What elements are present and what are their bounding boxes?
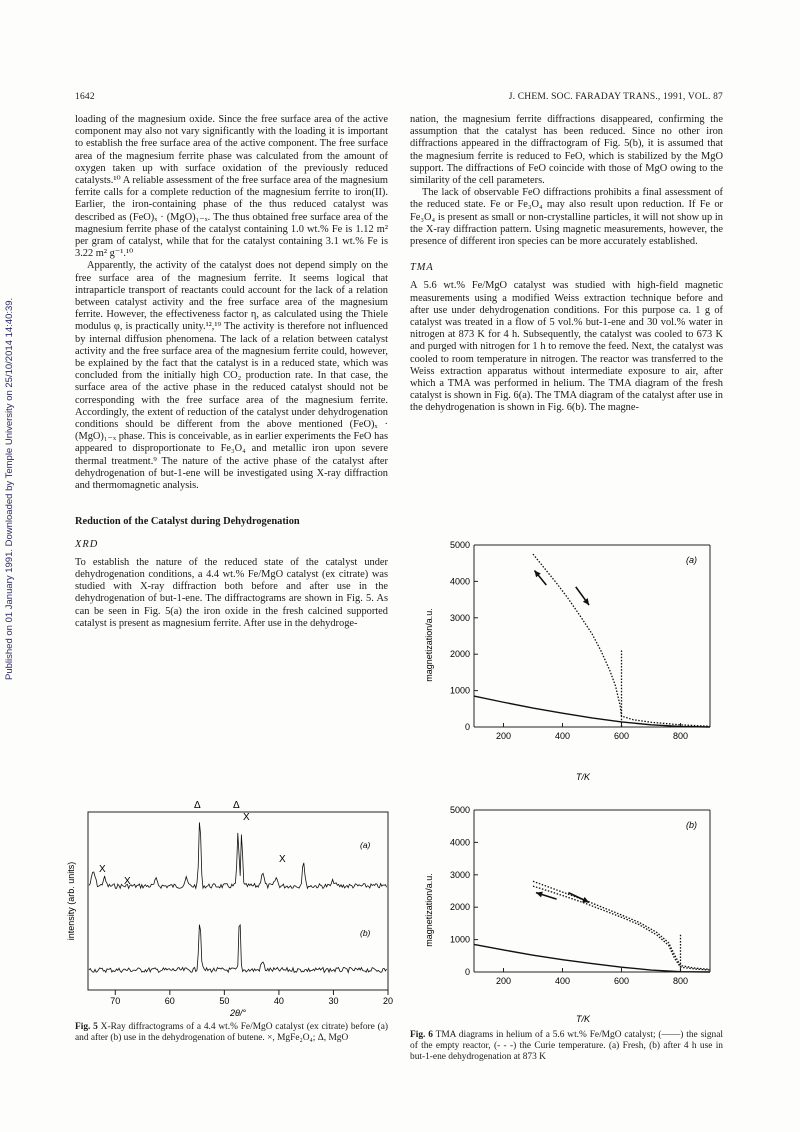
download-notice: Published on 01 January 1991. Downloaded by Temple University on 25/10/2014 14:40:39. [4,297,15,680]
right-column [410,114,723,415]
empty-reactor-line [474,696,710,727]
x-axis-label: T/K [575,772,591,782]
tma-chart-used [410,800,730,1025]
x-tick-label: 600 [613,731,630,741]
marker-delta: Δ [233,800,240,811]
x-axis-label: T/K [575,1014,591,1024]
trace-label-a: (a) [360,840,371,850]
y-axis-label: magnetization/a.u. [424,608,434,682]
download-watermark [4,180,16,680]
x-ticks [110,990,393,1006]
y-tick-label: 2000 [449,902,470,913]
x-tick-label: 400 [554,731,571,741]
y-tick-label: 1000 [449,934,470,945]
y-tick-label: 1000 [449,685,470,696]
marker-x: X [243,812,250,823]
marker-x: X [279,854,286,865]
caption-text: TMA diagrams in helium of a 5.6 wt.% Fe/MgO catalyst; (——) the signal of the empty reactor, (- - -) the Curie temperature. (a) Fresh, (b) after 4 h use in but-1-ene dehydrogenation at 873 K [410,1030,723,1062]
x-tick-label: 800 [672,976,689,986]
section-heading: Reduction of the Catalyst during Dehydrogenation [75,516,300,528]
y-tick-label: 2000 [449,649,470,660]
paragraph: Apparently, the activity of the catalyst does not depend simply on the free surface area of the magnesium ferrite. It seems logical that intraparticle transport of reactants could account for the lack of a relation between catalyst activity and the free surface area of the magnesium ferrite. However, the effectiveness factor η, as calculated using the Thiele modulus φ, is practically unity.¹²,¹⁹ The activity is therefore not influenced by internal diffusion phenomena. The lack of a relation between catalyst activity and the free surface area of the magnesium ferrite could, however, be explained by the fact that the catalyst is in a reduced state, which was concluded from the initially high CO₂ production rate. In that case, the surface area of the active phase in the reduced catalyst should not be corresponding with the free surface area of the magnesium ferrite. Accordingly, the extent of reduction of the catalyst under dehydrogenation conditions should be different from the above mentioned (FeO)ₓ · (MgO)₁₋ₓ phase. This is conceivable, as in earlier experiments the FeO has appeared to disproportionate to Fe₃O₄ and metallic iron upon severe thermal treatment.⁹ The nature of the active phase of the catalyst after dehydrogenation of but-1-ene will be investigated using X-ray diffraction and thermomagnetic analysis. [75,260,388,492]
diffractogram-b [89,925,387,973]
y-tick-label: 0 [464,967,470,977]
x-tick-label: 70 [110,996,121,1006]
panel-label: (b) [686,820,697,830]
caption-label: Fig. 6 [410,1030,433,1040]
caption-text: X-Ray diffractograms of a 4.4 wt.% Fe/MgO catalyst (ex citrate) before (a) and after (b) use in the dehydrogenation of butene. ×, MgFe₂O₄; Δ, MgO [75,1022,388,1043]
magnetization-curve [533,881,710,969]
magnetization-curve [533,886,710,970]
x-tick-label: 40 [273,996,284,1006]
x-tick-label: 200 [495,976,512,986]
marker-x: X [99,864,106,875]
panel-label: (a) [686,555,697,565]
arrow-head [536,892,543,898]
y-tick-label: 3000 [449,869,470,880]
x-tick-label: 30 [328,996,339,1006]
marker-delta: Δ [194,800,201,811]
figure-6b [410,800,730,1025]
x-axis-label: 2θ/° [230,1008,246,1018]
figure-5 [60,790,395,1020]
x-tick-label: 50 [219,996,230,1006]
y-tick-label: 5000 [449,540,470,550]
y-tick-label: 4000 [449,837,470,848]
figure-5-caption [75,1022,388,1044]
paragraph: To establish the nature of the reduced state of the catalyst under dehydrogenation conditions, a 4.4 wt.% Fe/MgO catalyst (ex citrate) was studied with X-ray diffraction both before and after use in the dehydrogenation of but-1-ene. The diffractograms are shown in Fig. 5. As can be seen in Fig. 5(a) the iron oxide in the fresh calcined supported catalyst is present as magnesium ferrite. After use in the dehydroge- [75,556,388,629]
y-tick-label: 5000 [449,805,470,815]
subsection-heading: XRD [75,538,99,550]
figure-6a [410,535,730,785]
paragraph: loading of the magnesium oxide. Since the free surface area of the active component may also not vary significantly with the loading it is important to establish the free surface area of the active component. The free surface area of the magnesium ferrite phase was calculated from the amount of oxygen taken up with surface oxidation of the previously reduced catalysts.¹⁰ A reliable assessment of the free surface area of the magnesium ferrite calls for a complete reduction of the magnesium ferrite to iron(II). Earlier, the iron-containing phase of the thus reduced catalyst was described as (FeO)ₓ · (MgO)₁₋ₓ. The thus obtained free surface area of the magnesium ferrite phase of the catalyst containing 1.0 wt.% Fe is 1.12 m² per gram of catalyst, while that for the catalyst containing 3.1 wt.% Fe is 3.22 m² g⁻¹.¹⁰ [75,114,388,260]
x-tick-label: 600 [613,976,630,986]
caption-label: Fig. 5 [75,1022,98,1032]
y-tick-label: 4000 [449,576,470,587]
running-header: J. CHEM. SOC. FARADAY TRANS., 1991, VOL. 87 [508,92,723,102]
paragraph: nation, the magnesium ferrite diffractions disappeared, confirming the assumption that the catalyst has been reduced. Since no other iron diffractions appeared in the diffractogram of Fig. 5(b), it is assumed that the magnesium ferrite is reduced to FeO, which is stabilized by the MgO support. The diffractions of FeO coincide with those of MgO owing to the similarity of the cell parameters. [410,114,723,187]
left-column [75,114,388,630]
x-tick-label: 20 [382,996,394,1006]
x-tick-label: 60 [164,996,175,1006]
tma-chart-fresh [410,535,730,785]
paragraph: A 5.6 wt.% Fe/MgO catalyst was studied with high-field magnetic measurements using a modified Weiss extraction technique before and after use under dehydrogenation conditions. For this purpose ca. 1 g of catalyst was treated in a flow of 5 vol.% but-1-ene and 30 vol.% water in nitrogen at 873 K for 4 h. Subsequently, the catalyst was cooled to 673 K and purged with nitrogen for 1 h to remove the feed. Next, the catalyst was cooled to room temperature in nitrogen. The reactor was transferred to the Weiss extraction apparatus without intermediate exposure to air, after which a TMA was performed in helium. The TMA diagram of the fresh catalyst is shown in Fig. 6(a). The TMA diagram of the catalyst after use in the dehydrogenation is shown in Fig. 6(b). The magne- [410,280,723,414]
x-tick-label: 800 [672,731,689,741]
y-tick-label: 3000 [449,612,470,623]
xrd-diffractogram [60,790,395,1020]
x-tick-label: 200 [495,731,512,741]
empty-reactor-line [474,944,710,972]
diffractogram-a [89,822,387,888]
trace-label-b: (b) [360,928,371,938]
page-number: 1642 [75,92,95,102]
y-axis-label: magnetization/a.u. [424,873,434,947]
paragraph: The lack of observable FeO diffractions prohibits a final assessment of the reduced state. Fe or Fe₃O₄ may also result upon reduction. If Fe or Fe₃O₄ is present as small or non-crystalline particles, it will not show up in the X-ray diffraction pattern. Using magnetic measurements, however, the presence of different iron species can be more accurately established. [410,187,723,248]
subsection-heading: TMA [410,262,434,274]
marker-x: X [124,876,131,887]
y-tick-label: 0 [464,722,470,732]
x-tick-label: 400 [554,976,571,986]
y-axis-label: intensity (arb. units) [66,861,76,941]
figure-6-caption [410,1030,723,1063]
